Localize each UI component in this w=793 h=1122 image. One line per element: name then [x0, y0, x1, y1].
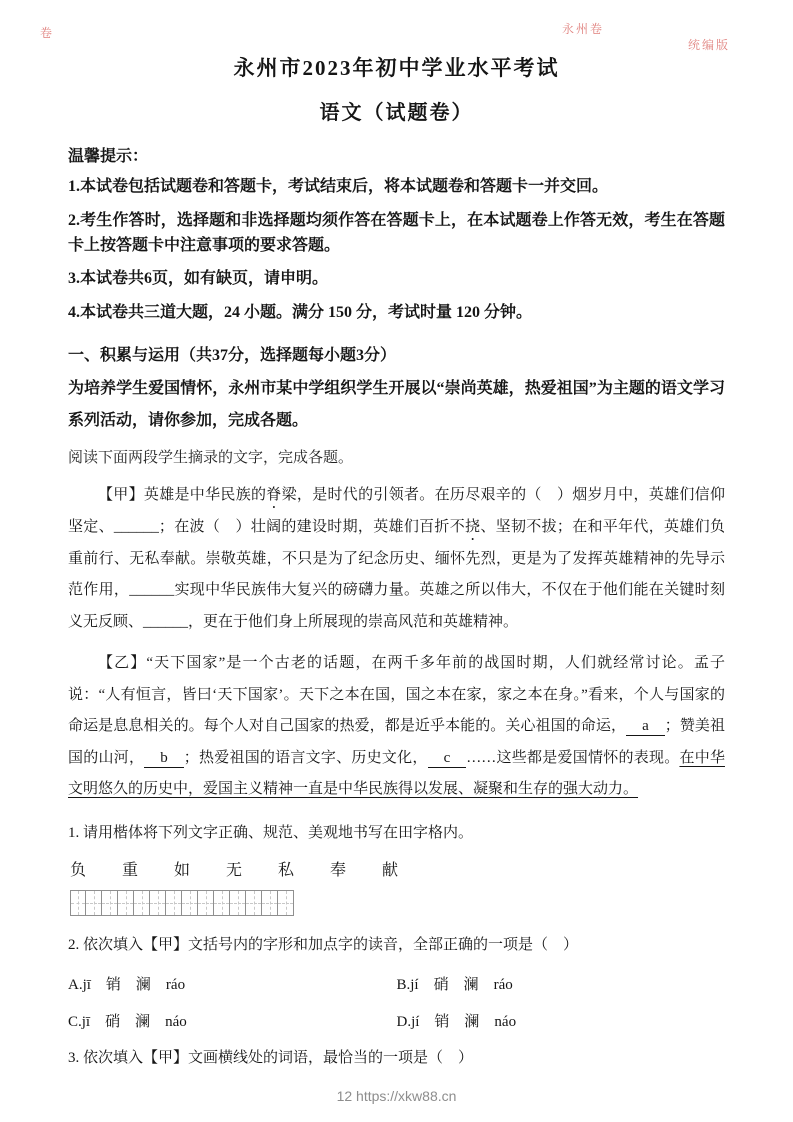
lettered-blank-c: c: [428, 749, 467, 768]
grid-cell: [278, 890, 294, 916]
notice-item: 3.本试卷共6页，如有缺页，请申明。: [68, 270, 329, 288]
question-1-label: 1. 请用楷体将下列文字正确、规范、美观地书写在田字格内。: [68, 824, 474, 841]
grid-cell: [118, 890, 134, 916]
text-segment: ；在波（ ）壮阔的建设时期，英雄们百折不: [158, 518, 466, 535]
question-3-label: 3. 依次填入【甲】文画横线处的词语，最恰当的一项是（ ）: [68, 1049, 474, 1066]
grid-cell: [166, 890, 182, 916]
text-segment: ……这些都是爱国情怀的表现。: [466, 749, 680, 766]
grid-cell: [182, 890, 198, 916]
passage-yi: [68, 648, 725, 806]
option-a: A.jī 销 澜 ráo: [68, 976, 186, 993]
grid-cell: [70, 890, 86, 916]
red-watermark: 永州卷: [562, 22, 605, 36]
page-subtitle: 语文（试题卷）: [319, 102, 474, 124]
page-footer: 12 https://xkw88.cn: [336, 1088, 457, 1104]
grid-cell: [134, 890, 150, 916]
blank-line: ______: [129, 582, 175, 599]
text-segment: ；热爱祖国的语言文字、历史文化，: [183, 749, 428, 766]
grid-cell: [262, 890, 278, 916]
grid-cell: [86, 890, 102, 916]
notice-item: 1.本试卷包括试题卷和答题卡，考试结束后，将本试题卷和答题卡一并交回。: [68, 178, 609, 195]
blank-line: ______: [113, 518, 159, 535]
section-intro: 为培养学生爱国情怀，永州市某中学组织学生开展以“崇尚英雄，热爱祖国”为主题的语文学习系列活动，请你参加，完成各题。: [68, 379, 725, 429]
red-watermark: 卷: [40, 26, 55, 40]
emphasized-char: 挠: [465, 518, 481, 535]
option-d: D.jí 销 澜 náo: [396, 1013, 517, 1030]
grid-cell: [246, 890, 262, 916]
option-b: B.jí 硝 澜 ráo: [396, 976, 513, 993]
question-2-label: 2. 依次填入【甲】文括号内的字形和加点字的读音，全部正确的一项是（ ）: [68, 936, 579, 953]
lettered-blank-b: b: [144, 749, 184, 768]
text-segment: 实现中华民族伟大复兴的磅礴力量。英雄之所以伟大，不仅在于他们能在关键时刻义无反顾、: [68, 582, 725, 630]
page-title: 永州市2023年初中学业水平考试: [233, 56, 560, 80]
text-segment: ；赞美祖国的山河，: [68, 718, 725, 766]
grid-cell: [102, 890, 118, 916]
text-segment: ，更在于他们身上所展现的崇高风范和英雄精神。: [188, 613, 519, 630]
writing-grid: [70, 890, 725, 916]
grid-cell: [214, 890, 230, 916]
question-2-options: [68, 973, 725, 1031]
text-segment: 、坚韧不拔；在和平年代，英雄们负重前行、无私奉献。崇敬英雄，不只是为了纪念历史、缅怀先烈，更是为了发挥英雄精神的先导示范作用，: [68, 518, 725, 599]
red-watermark: 统编版: [688, 38, 731, 52]
text-segment: 【甲】英雄是中华民族的: [98, 486, 267, 503]
section-heading: 一、积累与运用（共37分，选择题每小题3分）: [68, 346, 397, 364]
notice-item: 4.本试卷共三道大题，24 小题。满分 150 分，考试时量 120 分钟。: [68, 304, 533, 322]
reading-note: 阅读下面两段学生摘录的文字，完成各题。: [68, 449, 354, 466]
passage-jia: [68, 480, 725, 639]
underlined-sentence: 在中华文明悠久的历史中，爱国主义精神一直是中华民族得以发展、凝聚和生存的强大动力。: [68, 749, 725, 798]
notices-heading: 温馨提示：: [68, 148, 149, 165]
text-segment: 【乙】“天下国家”是一个古老的话题，在两千多年前的战国时期，人们就经常讨论。孟子说：“人有恒言，皆曰‘天下国家’。天下之本在国，国之本在家，家之本在身。”看来，个人与国家的命运是息息相关的。每个人对自己国家的热爱，都是近乎本能的。关心祖国的命运，: [68, 655, 725, 735]
notice-item: 2.考生作答时，选择题和非选择题均须作答在答题卡上，在本试题卷上作答无效，考生在答题卡上按答题卡中注意事项的要求答题。: [68, 211, 725, 254]
blank-line: ______: [143, 613, 189, 630]
emphasized-char: 脊: [266, 486, 282, 503]
grid-cell: [198, 890, 214, 916]
notices-block: [68, 143, 725, 326]
option-c: C.jī 硝 澜 náo: [68, 1013, 187, 1030]
characters-to-copy: 负 重 如 无 私 奉 献: [70, 861, 415, 879]
text-segment: 梁，是时代的引领者。在历尽艰辛的（ ）烟岁月中，英雄们信仰坚定、: [68, 486, 725, 535]
lettered-blank-a: a: [626, 717, 665, 736]
grid-cell: [230, 890, 246, 916]
grid-cell: [150, 890, 166, 916]
